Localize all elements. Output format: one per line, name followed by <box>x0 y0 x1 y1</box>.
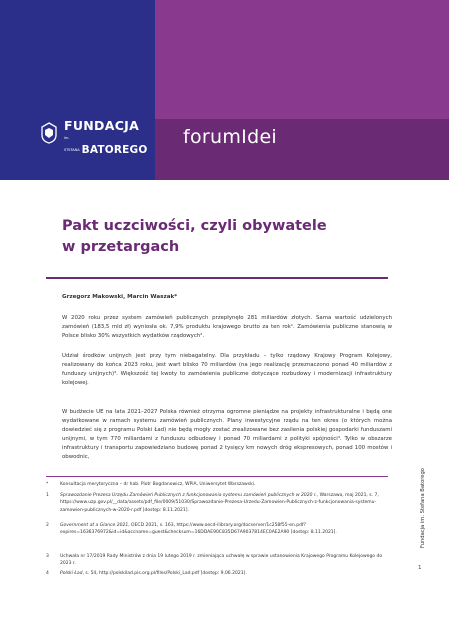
footnote-number: 2 <box>46 523 49 528</box>
logo-line-1: FUNDACJA <box>64 118 140 133</box>
foundation-logo <box>40 120 150 170</box>
paragraph: Udział środków unijnych jest przy tym niebagatelny. Dla przykładu – tylko rządowy Krajowy Program Kolejowy, realizowany do końca 2023 roku, jest wart blisko 70 miliardów (na jego realizację przeznaczono ponad 40 miliardów z funduszy unijnych)³. Większość tej kwoty to zamówienia publiczne dotyczące rozbudowy i modernizacji infrastruktury kolejowej. <box>62 353 392 386</box>
logo-small-text: im. STEFANA <box>64 136 80 152</box>
logo-line-2-text: BATOREGO <box>81 144 148 156</box>
footnote <box>46 553 391 568</box>
footnote-number: 3 <box>46 554 49 559</box>
footnote-text: , Warszawa, maj 2021, s. 7, https://www.uzp.gov.pl/__data/assets/pdf_file/0009/51030/Sprawozdanie-Prezesa-Urzedu-Zamowien-Publicznych-z-funkcjonowania-systemu-zamowien-publicznych-w-2020-r.pdf [dostęp: 8.11.2021]. <box>60 493 379 513</box>
footnote-italic: Sprawozdanie Prezesa Urzędu Zamówień Publicznych z funkcjonowania systemu zamówień publicznych w 2020 r. <box>60 493 317 498</box>
paragraph: W 2020 roku przez system zamówień publicznych przepłynęło 281 miliardów złotych. Sama wartość udzielonych zamówień (183,5 mld zł) wyniosła ok. 7,9% produktu krajowego brutto za ten rok¹. Zamówienia publiczne stanowią w Polsce blisko 30% wszystkich wydatków rządowych². <box>62 315 392 339</box>
series-title: forumIdei <box>183 126 278 148</box>
footnote <box>46 481 391 488</box>
footnote-text: Uchwała nr 17/2019 Rady Ministrów z dnia 19 lutego 2019 r. zmieniająca uchwałę w sprawie ustanowienia Krajowego Programu Kolejowego do 2023 r. <box>60 554 383 567</box>
footnote-number: 4 <box>46 571 49 576</box>
footnote-text: , s. 54, http://polskilad.pis.org.pl/files/Polski_Lad.pdf [dostęp: 9.06.2021]. <box>82 571 247 576</box>
side-foundation-name: Fundacja im. Stefana Batorego <box>420 468 426 548</box>
footnote <box>46 570 391 577</box>
foundation-logo-text <box>64 120 150 156</box>
page-header <box>0 0 449 180</box>
logo-line-2 <box>64 132 150 156</box>
footnote-text: Konsultacja merytoryczna – dr hab. Piotr Bogdanowicz, WPiA, Uniwersytet Warszawski. <box>60 482 256 487</box>
footnote-number: 1 <box>46 493 49 498</box>
footnote-italic: Government at a Glance 2021 <box>60 523 129 528</box>
foundation-logo-icon <box>40 122 58 144</box>
footnote-italic: Polski Ład <box>60 571 83 576</box>
article-title-line-2: w przetargach <box>62 239 180 255</box>
page-number: 1 <box>418 565 422 571</box>
paragraph: W budżecie UE na lata 2021–2027 Polska również otrzyma ogromne pieniądze na projekty infrastrukturalne i będą one wydatkowane w ramach systemu zamówień publicznych. Plany inwestycyjne rządu na ten okres (o których można dowiedzieć się z programu Polski Ład) nie będą mogły zostać zrealizowane bez zasilenia polskiej gospodarki funduszami unijnymi, w tym 770 miliardami z funduszu odbudowy i ponad 70 miliardami z polityki spójności⁴. Tylko w obszarze infrastruktury i transportu zapowiedziano budowę ponad 2 tysięcy km nowych dróg ekspresowych, ponad 100 mostów i obwodnic, <box>62 409 392 460</box>
article-title-line-1: Pakt uczciwości, czyli obywatele <box>62 218 327 234</box>
footnote-number: * <box>46 482 49 487</box>
footnote <box>46 492 391 514</box>
title-divider <box>46 277 388 279</box>
footnote <box>46 522 391 537</box>
footnote-text: , OECD 2021, s. 163, https://www.oecd-ilibrary.org/docserver/1c258f55-en.pdf?expires=1636376972&id=id&accname=guest&checksum=16DDAE90C835D67A9037814EC0AE2A90 [dostęp: 8.11.2021]. <box>60 523 337 536</box>
article-authors: Grzegorz Makowski, Marcin Waszak* <box>62 294 178 300</box>
article-title <box>62 216 392 258</box>
header-purple-block <box>155 0 449 119</box>
footnotes-divider <box>46 476 388 477</box>
